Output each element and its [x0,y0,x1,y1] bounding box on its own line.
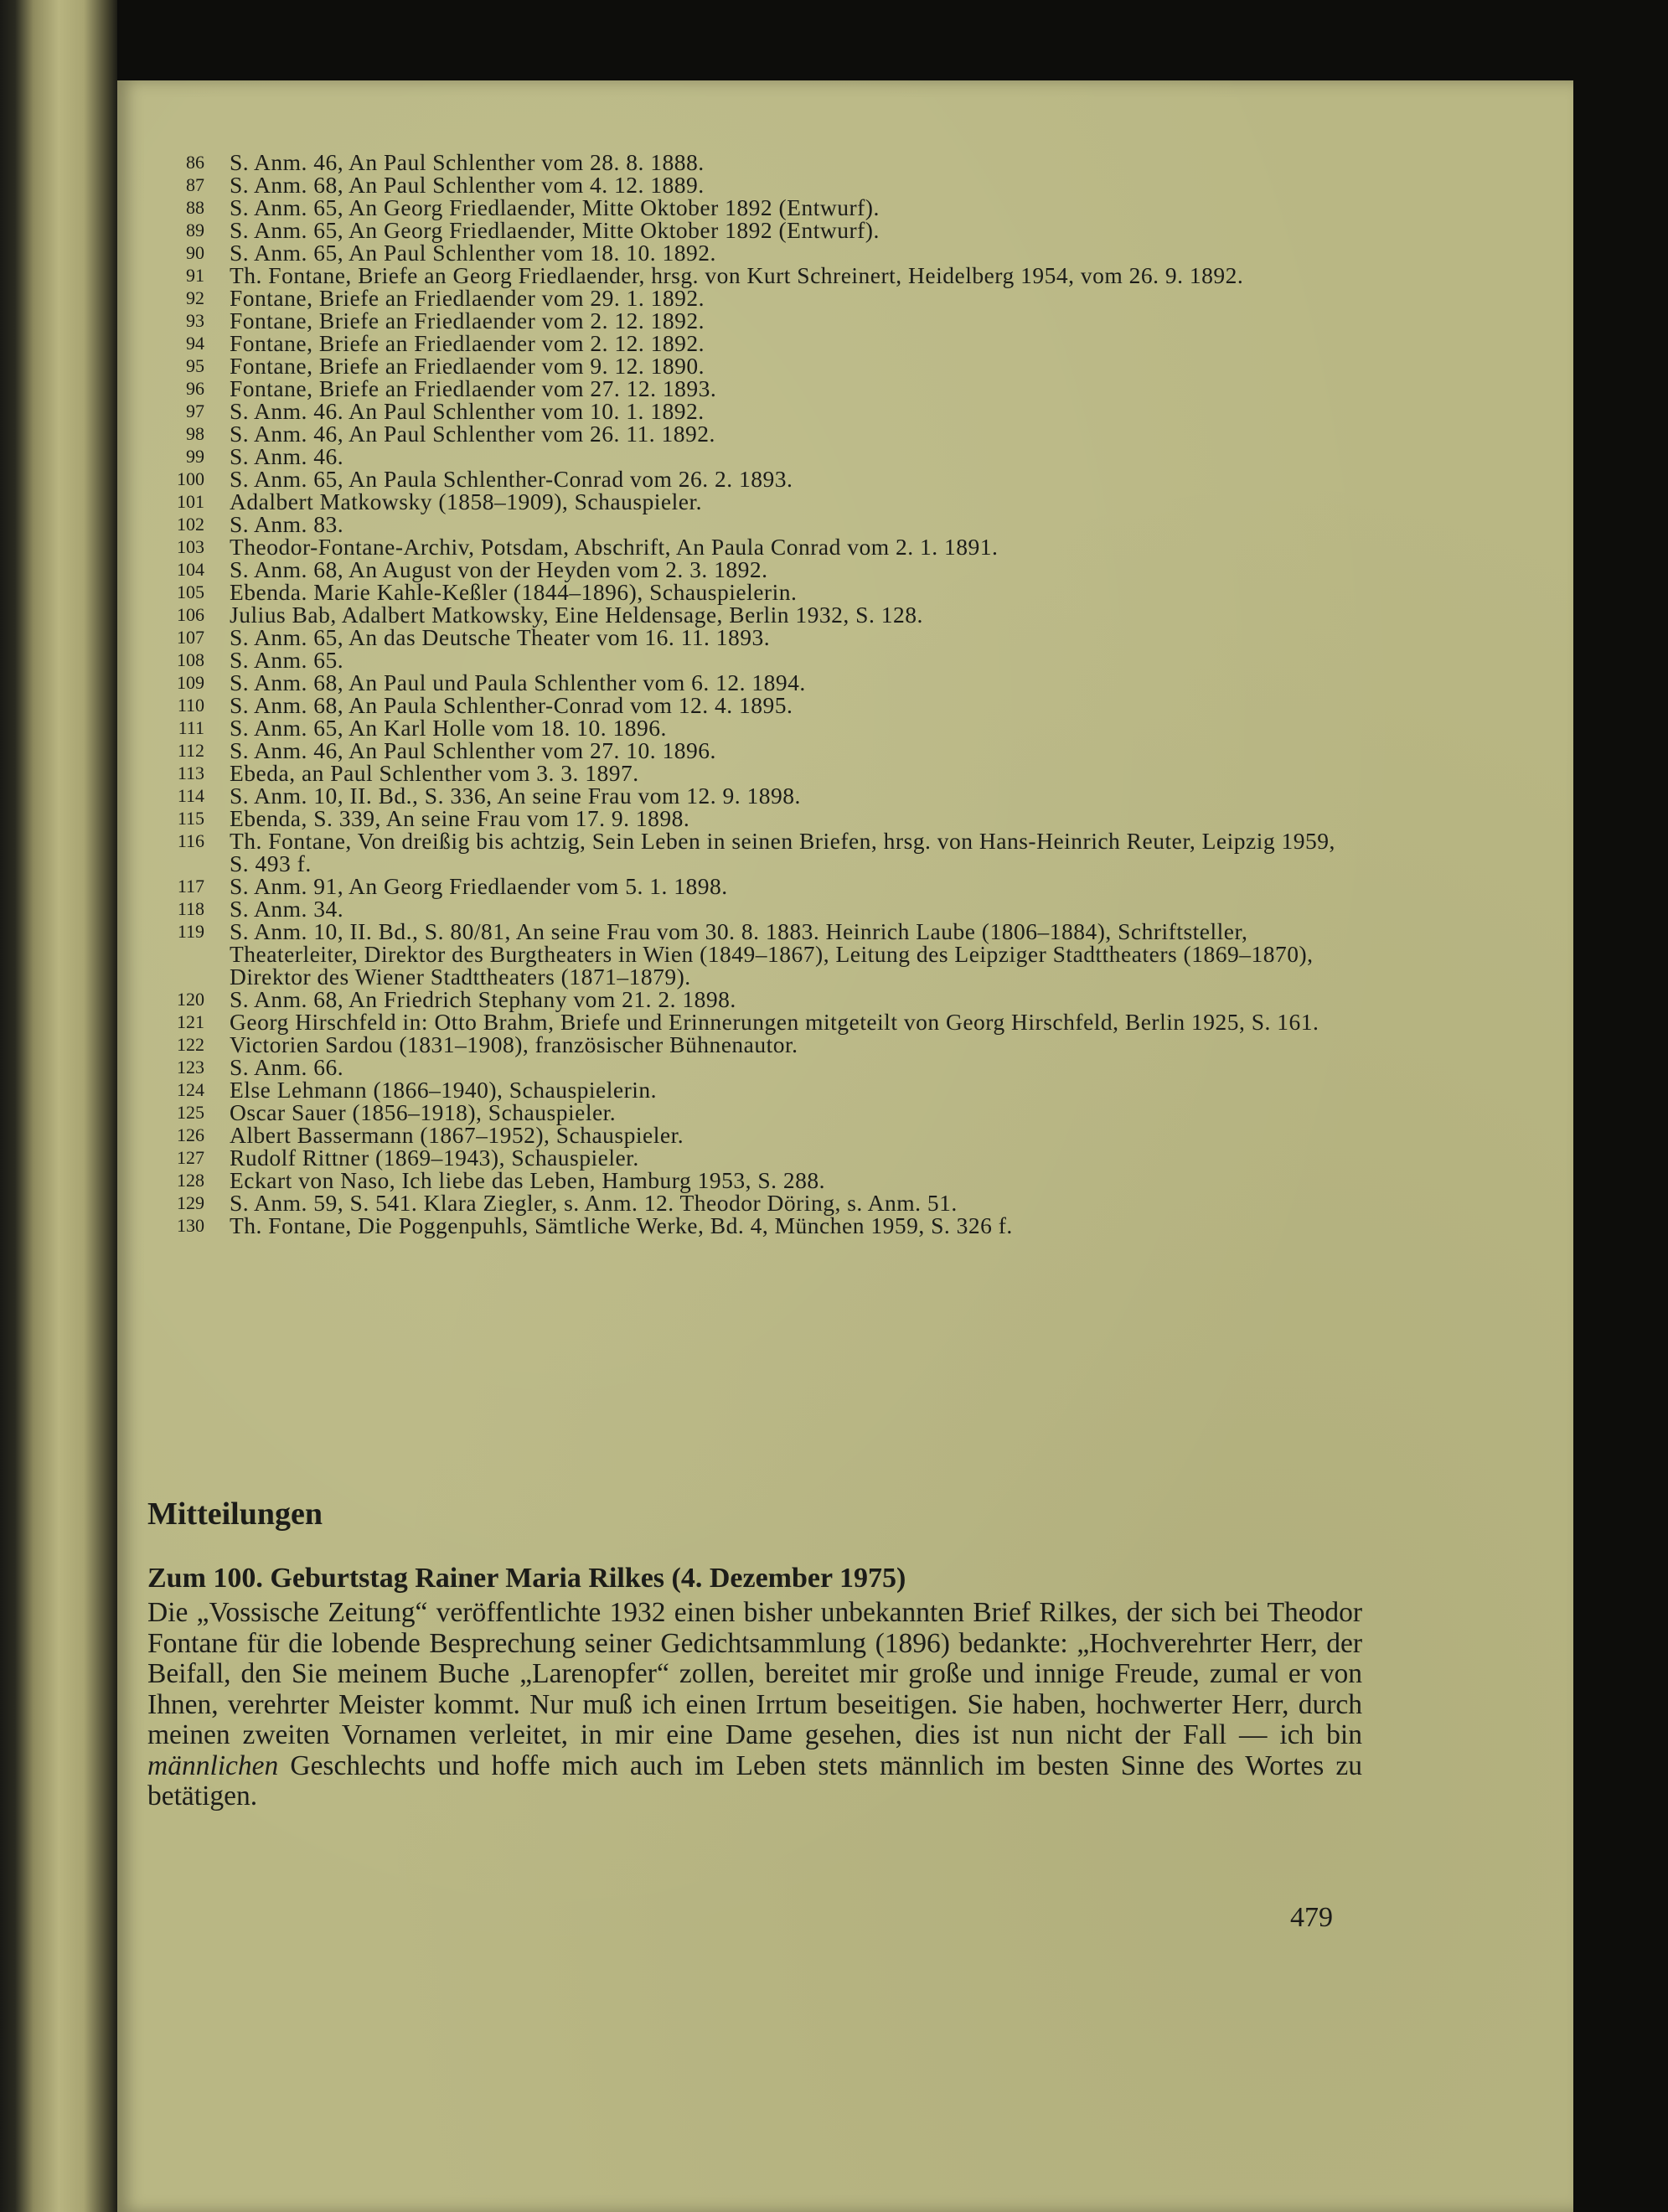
endnote-number: 113 [177,762,204,783]
endnote-number: 94 [186,333,204,354]
endnote [159,988,1357,1010]
endnote [159,445,1357,468]
endnote [159,332,1357,354]
endnote-number: 88 [186,197,204,218]
endnote-text: Julius Bab, Adalbert Matkowsky, Eine Heldensage, Berlin 1932, S. 128. [230,602,923,628]
endnote [159,671,1357,694]
endnote-text: S. Anm. 66. [230,1054,344,1080]
endnote-text: S. Anm. 10, II. Bd., S. 80/81, An seine Frau vom 30. 8. 1883. Heinrich Laube (1806–1884), Schriftsteller, Theaterleiter, Direktor des Burgtheaters in Wien (1849–1867), Leitung des Leipziger Stadttheaters (1869–1870), Direktor des Wiener Stadttheaters (1871–1879). [230,918,1314,990]
endnote-text: Fontane, Briefe an Friedlaender vom 29. 1. 1892. [230,285,705,311]
endnote [159,1146,1357,1169]
endnote [159,219,1357,241]
endnote-number: 104 [177,559,204,580]
endnote-number: 95 [186,355,204,376]
endnote-number: 128 [177,1170,204,1191]
endnote-number: 102 [177,514,204,535]
endnote [159,1124,1357,1146]
endnote [159,264,1357,287]
endnote-text: S. Anm. 83. [230,511,344,537]
endnote-text: S. Anm. 65, An Paula Schlenther-Conrad vom 26. 2. 1893. [230,466,793,492]
endnote-text: S. Anm. 65, An das Deutsche Theater vom 16. 11. 1893. [230,624,771,650]
endnote-text: S. Anm. 10, II. Bd., S. 336, An seine Frau vom 12. 9. 1898. [230,783,801,809]
endnote-text: S. Anm. 65. [230,647,344,673]
endnote [159,354,1357,377]
endnote-text: S. Anm. 65, An Karl Holle vom 18. 10. 1896. [230,715,667,741]
endnote-text: Albert Bassermann (1867–1952), Schauspieler. [230,1122,684,1148]
endnote [159,920,1357,988]
endnote-text: Fontane, Briefe an Friedlaender vom 2. 12. 1892. [230,330,705,356]
endnote [159,151,1357,173]
endnote [159,1010,1357,1033]
endnote-text: Adalbert Matkowsky (1858–1909), Schauspieler. [230,488,703,514]
endnote [159,377,1357,400]
endnote-number: 108 [177,649,204,670]
endnote-number: 87 [186,174,204,195]
endnote-text: Ebenda. Marie Kahle-Keßler (1844–1896), Schauspielerin. [230,579,798,605]
article-body [147,1598,1362,1812]
endnote [159,1033,1357,1056]
endnote-number: 126 [177,1124,204,1145]
endnote-number: 116 [177,830,204,851]
article-body-part-2: Geschlechts und hoffe mich auch im Leben stets männlich im besten Sinne des Wortes zu betätigen. [147,1749,1363,1811]
endnote-number: 122 [177,1034,204,1055]
endnote-text: S. Anm. 65, An Georg Friedlaender, Mitte Oktober 1892 (Entwurf). [230,217,880,243]
endnote [159,535,1357,558]
endnote [159,626,1357,649]
endnote-number: 91 [186,265,204,286]
endnote [159,490,1357,513]
endnote [159,1214,1357,1237]
endnote-text: S. Anm. 46, An Paul Schlenther vom 26. 11. 1892. [230,421,715,447]
page-number: 479 [1290,1902,1333,1933]
endnote [159,400,1357,422]
endnote-number: 101 [177,491,204,512]
endnote [159,830,1357,875]
endnote [159,287,1357,309]
endnote-number: 89 [186,220,204,240]
endnote-text: S. Anm. 59, S. 541. Klara Ziegler, s. Anm. 12. Theodor Döring, s. Anm. 51. [230,1190,958,1216]
endnote-number: 103 [177,536,204,557]
endnote [159,1078,1357,1101]
endnote [159,897,1357,920]
endnote-text: Th. Fontane, Von dreißig bis achtzig, Sein Leben in seinen Briefen, hrsg. von Hans-Heinrich Reuter, Leipzig 1959, S. 493 f. [230,828,1335,876]
endnote-number: 118 [177,898,204,919]
endnote-number: 98 [186,423,204,444]
endnote [159,716,1357,739]
endnote-text: S. Anm. 46, An Paul Schlenther vom 27. 10. 1896. [230,737,716,763]
endnote-text: S. Anm. 68, An Paula Schlenther-Conrad vom 12. 4. 1895. [230,692,793,718]
endnote [159,558,1357,581]
endnote [159,807,1357,830]
endnote-text: S. Anm. 46, An Paul Schlenther vom 28. 8. 1888. [230,149,705,175]
endnote-text: S. Anm. 68, An Friedrich Stephany vom 21. 2. 1898. [230,986,736,1012]
endnote [159,196,1357,219]
article-body-part-1: Die „Vossische Zeitung“ veröffentlichte 1932 einen bisher unbekannten Brief Rilkes, der sich bei Theodor Fontane für die lobende Besprechung seiner Gedichtsammlung (1896) bedankte: „Hochverehrter Herr, der Beifall, den Sie meinem Buche „Larenopfer“ zollen, bereitet mir große und innige Freude, zumal er von Ihnen, verehrter Meister kommt. Nur muß ich einen Irrtum beseitigen. Sie haben, hochwerter Herr, durch meinen zweiten Vornamen verleitet, in mir eine Dame gesehen, dies ist nun nicht der Fall — ich bin [147,1597,1362,1750]
endnote [159,581,1357,603]
endnote-number: 119 [177,921,204,942]
endnote [159,1056,1357,1078]
endnote [159,241,1357,264]
endnote-number: 120 [177,989,204,1010]
endnote-number: 117 [177,876,204,897]
endnote-number: 115 [177,808,204,829]
endnote-number: 109 [177,672,204,693]
endnote-text: S. Anm. 68, An Paul Schlenther vom 4. 12. 1889. [230,172,705,198]
endnote-number: 114 [177,785,204,806]
endnote [159,173,1357,196]
endnote [159,784,1357,807]
endnote-number: 127 [177,1147,204,1168]
endnote-text: Th. Fontane, Briefe an Georg Friedlaender, hrsg. von Kurt Schreinert, Heidelberg 1954, vom 26. 9. 1892. [230,262,1244,288]
endnote-number: 125 [177,1102,204,1123]
endnote [159,603,1357,626]
article-body-emphasis: männlichen [147,1749,279,1781]
endnote-text: Fontane, Briefe an Friedlaender vom 27. 12. 1893. [230,375,717,401]
endnote-number: 112 [177,740,204,761]
endnote-text: Rudolf Rittner (1869–1943), Schauspieler. [230,1145,639,1171]
endnote-number: 111 [178,717,204,738]
section-title: Mitteilungen [147,1496,323,1532]
article-title: Zum 100. Geburtstag Rainer Maria Rilkes (4. Dezember 1975) [147,1563,906,1594]
endnote-number: 100 [177,468,204,489]
endnote-number: 107 [177,627,204,648]
endnote-number: 123 [177,1057,204,1078]
endnote [159,762,1357,784]
endnote-number: 86 [186,152,204,173]
endnote-text: Th. Fontane, Die Poggenpuhls, Sämtliche Werke, Bd. 4, München 1959, S. 326 f. [230,1212,1013,1238]
endnote [159,513,1357,535]
endnote [159,309,1357,332]
endnote [159,875,1357,897]
endnote-text: Georg Hirschfeld in: Otto Brahm, Briefe und Erinnerungen mitgeteilt von Georg Hirschfeld, Berlin 1925, S. 161. [230,1009,1319,1035]
endnote-text: S. Anm. 65, An Georg Friedlaender, Mitte Oktober 1892 (Entwurf). [230,194,880,220]
endnote [159,1101,1357,1124]
endnote [159,468,1357,490]
endnote-text: Else Lehmann (1866–1940), Schauspielerin. [230,1077,658,1103]
endnote-text: S. Anm. 46. [230,443,344,469]
endnote-number: 130 [177,1215,204,1236]
endnote-text: Fontane, Briefe an Friedlaender vom 2. 12. 1892. [230,308,705,333]
endnote-number: 99 [186,446,204,467]
book-spine [0,0,117,2212]
endnote-text: S. Anm. 68, An Paul und Paula Schlenther vom 6. 12. 1894. [230,669,806,695]
endnote-text: Fontane, Briefe an Friedlaender vom 9. 12. 1890. [230,353,705,379]
endnote [159,1169,1357,1191]
endnote-number: 106 [177,604,204,625]
endnote-text: Oscar Sauer (1856–1918), Schauspieler. [230,1099,617,1125]
endnote-text: S. Anm. 91, An Georg Friedlaender vom 5. 1. 1898. [230,873,728,899]
endnote [159,694,1357,716]
endnote-number: 105 [177,581,204,602]
endnote-number: 97 [186,401,204,421]
endnote-text: S. Anm. 68, An August von der Heyden vom 2. 3. 1892. [230,556,768,582]
endnote [159,649,1357,671]
mitteilungen-section [147,1496,1362,1812]
endnote-number: 129 [177,1192,204,1213]
endnote-number: 93 [186,310,204,331]
endnote [159,422,1357,445]
endnote-number: 124 [177,1079,204,1100]
endnote-text: S. Anm. 34. [230,896,344,922]
endnote-number: 121 [177,1011,204,1032]
endnote-number: 90 [186,242,204,263]
endnote-text: Theodor-Fontane-Archiv, Potsdam, Abschrift, An Paula Conrad vom 2. 1. 1891. [230,534,999,560]
endnote-number: 96 [186,378,204,399]
endnote-text: Victorien Sardou (1831–1908), französischer Bühnenautor. [230,1031,798,1057]
endnote-number: 110 [177,695,204,716]
endnote-text: Ebenda, S. 339, An seine Frau vom 17. 9. 1898. [230,805,690,831]
endnote [159,739,1357,762]
endnote-text: Ebeda, an Paul Schlenther vom 3. 3. 1897. [230,760,639,786]
endnotes-list [159,151,1357,1237]
endnote-number: 92 [186,287,204,308]
endnote [159,1191,1357,1214]
endnote-text: S. Anm. 65, An Paul Schlenther vom 18. 10. 1892. [230,240,716,266]
endnote-text: Eckart von Naso, Ich liebe das Leben, Hamburg 1953, S. 288. [230,1167,825,1193]
endnote-text: S. Anm. 46. An Paul Schlenther vom 10. 1. 1892. [230,398,705,424]
